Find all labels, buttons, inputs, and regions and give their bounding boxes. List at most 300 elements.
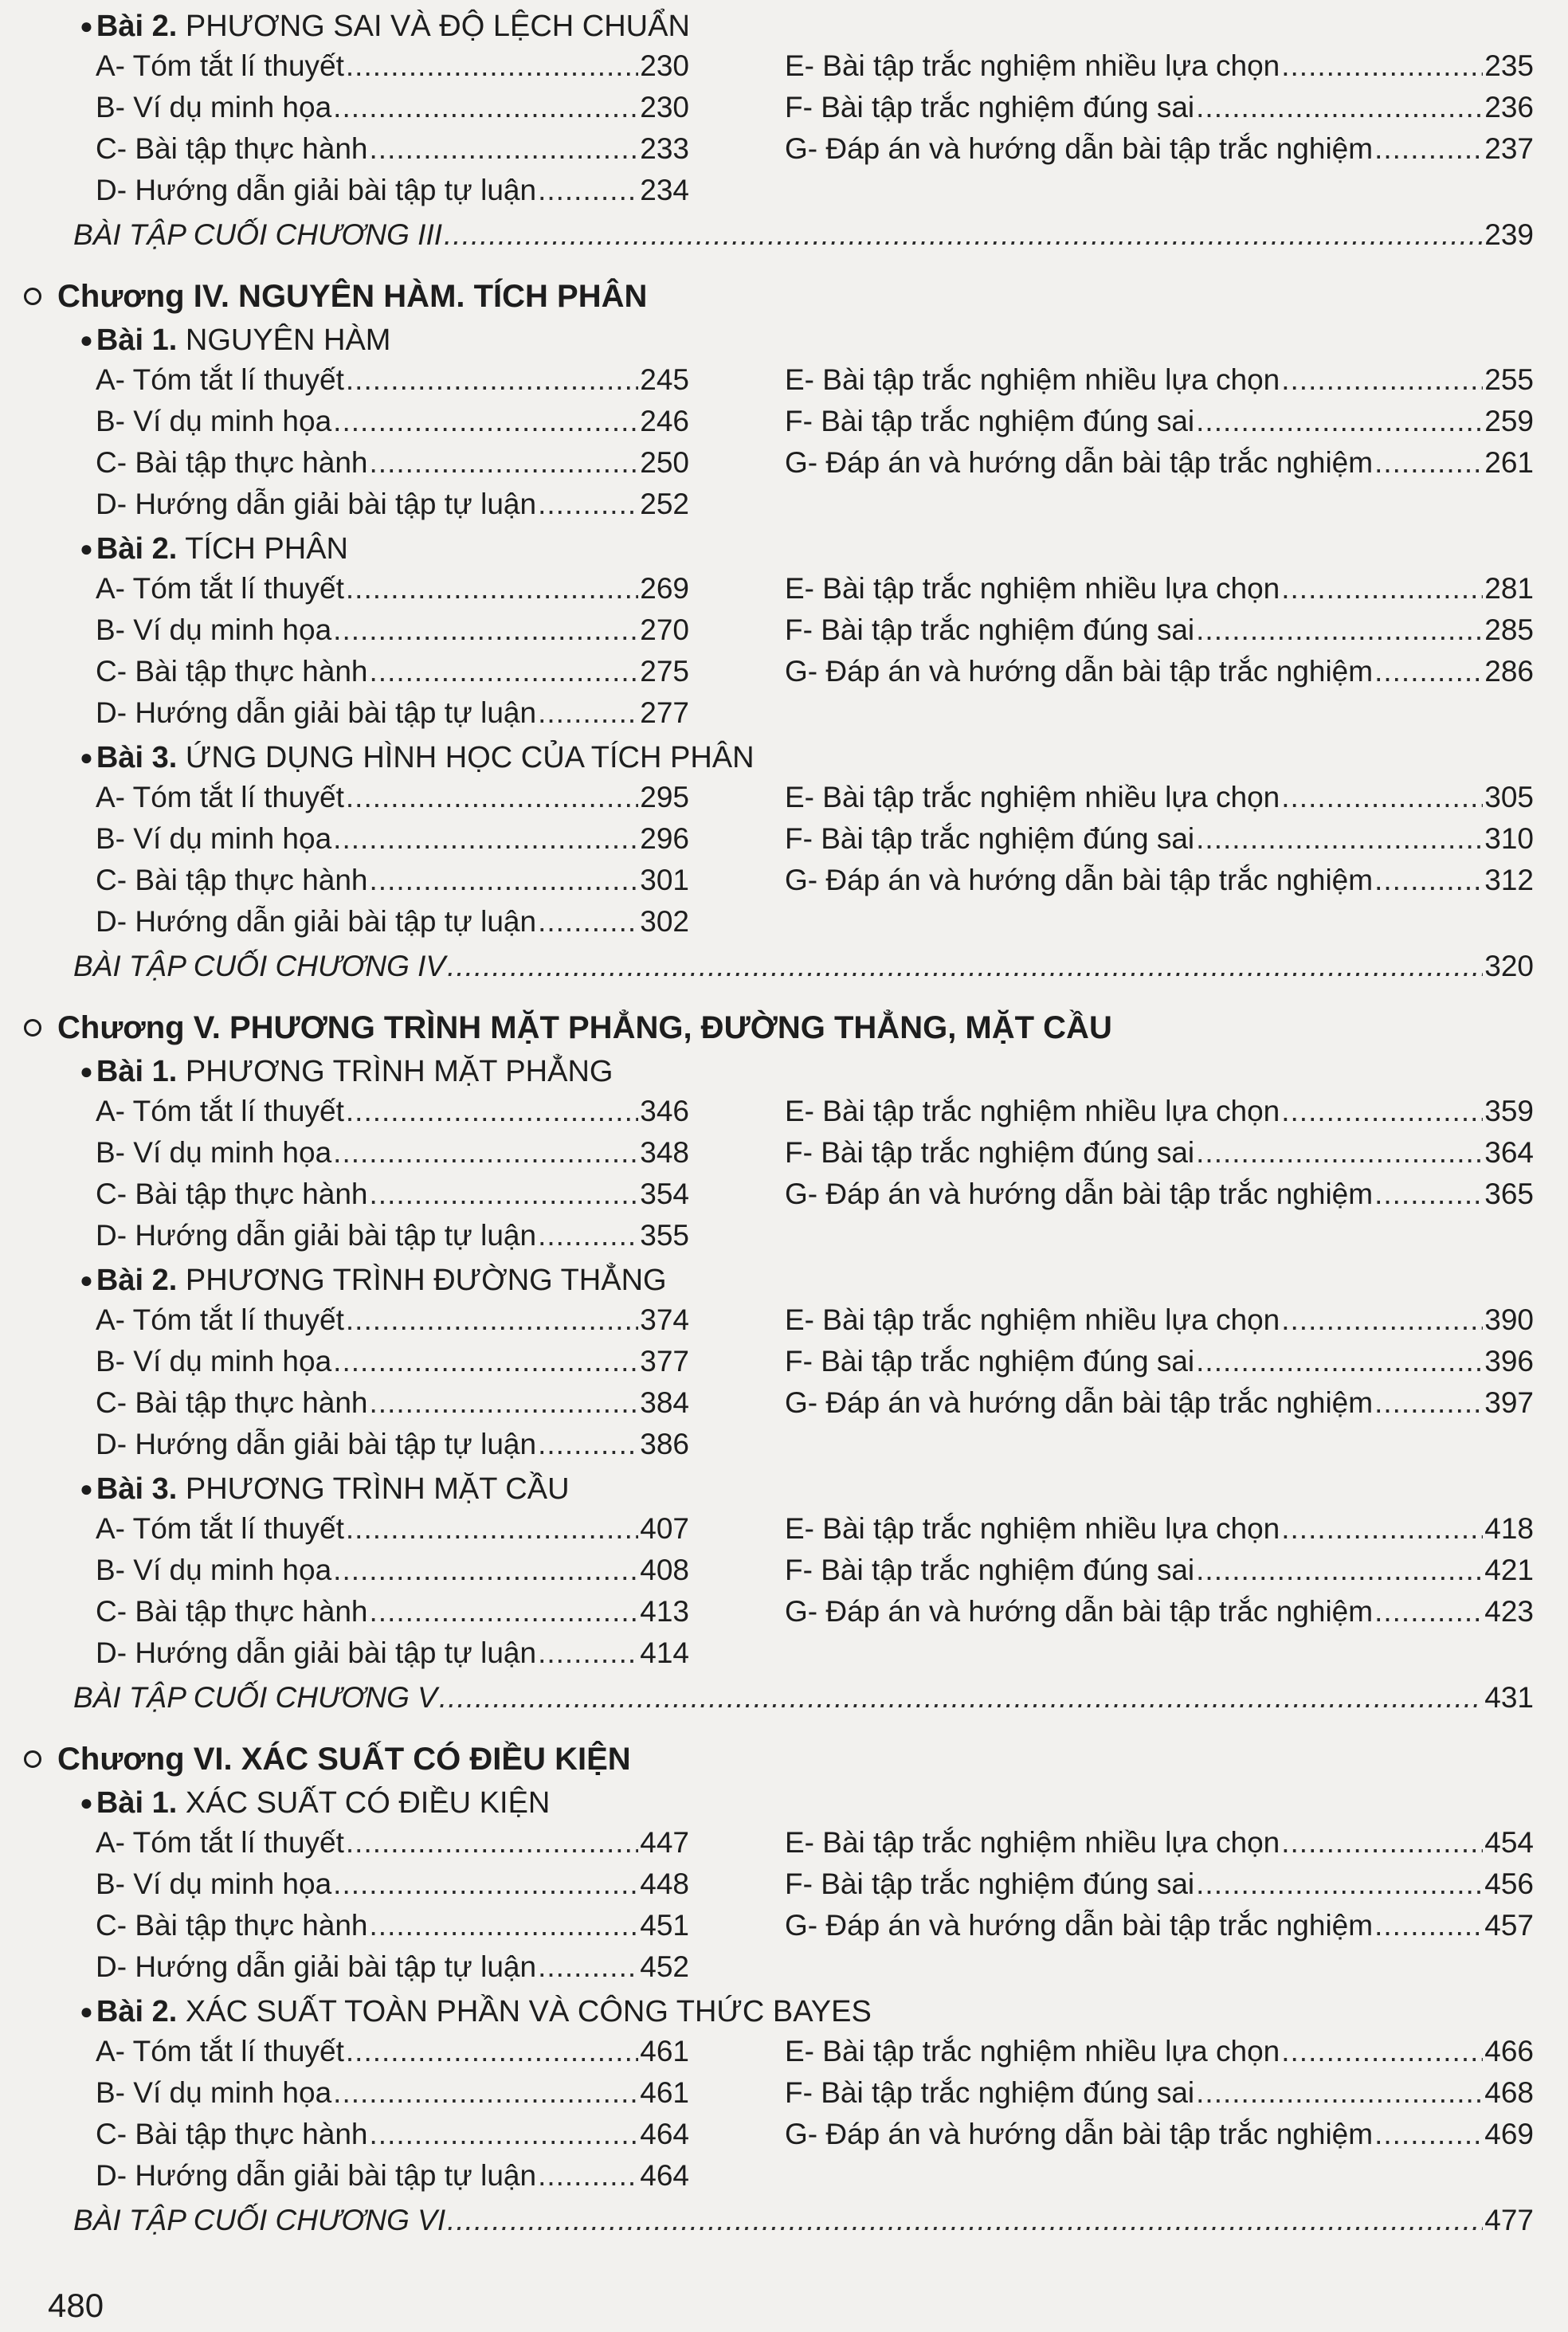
dot-leader (538, 695, 638, 731)
toc-entry-left (96, 1176, 689, 1213)
toc-entry-left (96, 362, 689, 398)
entry-page-number: 230 (640, 91, 689, 123)
dot-bullet-icon: ● (80, 1790, 93, 1815)
dot-leader (1196, 2075, 1483, 2111)
entry-page-number: 386 (640, 1428, 689, 1460)
toc-entry-left (96, 2116, 689, 2153)
chapter-review-entry (73, 948, 1534, 985)
toc-entry-right (785, 1302, 1534, 1338)
toc-entry-left (96, 1593, 689, 1630)
dot-leader (1374, 131, 1483, 167)
dot-leader (1196, 403, 1483, 440)
dot-leader (1196, 1343, 1483, 1380)
toc-entry-left (96, 1552, 689, 1589)
toc-entry-right (785, 1824, 1534, 1861)
entry-page-number: 407 (640, 1512, 689, 1545)
chapter-heading (24, 1740, 631, 1778)
toc-entry-right (785, 445, 1534, 481)
toc-entry-left (96, 1866, 689, 1903)
toc-entry-left (96, 1949, 689, 1985)
dot-leader (538, 2158, 638, 2194)
toc-entry-left (96, 1635, 689, 1672)
entry-page-number: 255 (1484, 363, 1534, 396)
entry-page-number: 234 (640, 174, 689, 206)
toc-entry-right (785, 2116, 1534, 2153)
dot-leader (1374, 2116, 1483, 2153)
entry-label: A- Tóm tắt lí thuyết (96, 363, 344, 396)
dot-leader (370, 2116, 639, 2153)
entry-label: A- Tóm tắt lí thuyết (96, 572, 344, 605)
entry-page-number: 250 (640, 446, 689, 479)
entry-label: C- Bài tập thực hành (96, 446, 368, 479)
entry-label: B- Ví dụ minh họa (96, 2076, 332, 2109)
entry-page-number: 270 (640, 613, 689, 646)
toc-entry-left (96, 1385, 689, 1421)
entry-page-number: 421 (1484, 1554, 1534, 1586)
entry-page-number: 359 (1484, 1095, 1534, 1127)
entry-page-number: 285 (1484, 613, 1534, 646)
entry-label: A- Tóm tắt lí thuyết (96, 49, 344, 82)
dot-leader (444, 217, 1483, 253)
toc-entry-left (96, 1426, 689, 1463)
dot-leader (1374, 1176, 1483, 1213)
entry-label: F- Bài tập trắc nghiệm đúng sai (785, 1136, 1195, 1169)
toc-entry-left (96, 653, 689, 690)
chapter-title: Chương VI. XÁC SUẤT CÓ ĐIỀU KIỆN (57, 1742, 631, 1777)
entry-page-number: 454 (1484, 1826, 1534, 1859)
entry-page-number: 348 (640, 1136, 689, 1169)
entry-label: C- Bài tập thực hành (96, 1595, 368, 1628)
entry-page-number: 452 (640, 1950, 689, 1983)
lesson-title: ỨNG DỤNG HÌNH HỌC CỦA TÍCH PHÂN (185, 741, 755, 774)
entry-label: G- Đáp án và hướng dẫn bài tập trắc nghiệm (785, 1909, 1374, 1942)
dot-leader (1374, 1593, 1483, 1630)
entry-page-number: 235 (1484, 49, 1534, 82)
entry-label: F- Bài tập trắc nghiệm đúng sai (785, 1868, 1195, 1900)
entry-page-number: 457 (1484, 1909, 1534, 1942)
entry-page-number: 277 (640, 696, 689, 729)
lesson-title: PHƯƠNG TRÌNH MẶT PHẲNG (185, 1055, 613, 1088)
entry-label: C- Bài tập thực hành (96, 655, 368, 688)
entry-label: C- Bài tập thực hành (96, 2118, 368, 2150)
lesson-number: Bài 1. (96, 1055, 178, 1088)
dot-leader (333, 1552, 638, 1589)
dot-bullet-icon: ● (80, 327, 93, 352)
dot-leader (1196, 821, 1483, 857)
dot-leader (1281, 1302, 1483, 1338)
entry-label: E- Bài tập trắc nghiệm nhiều lựa chọn (785, 49, 1280, 82)
entry-label: A- Tóm tắt lí thuyết (96, 1512, 344, 1545)
toc-entry-left (96, 570, 689, 607)
toc-entry-left (96, 1302, 689, 1338)
dot-leader (1281, 2033, 1483, 2070)
lesson-heading (80, 1993, 872, 2030)
entry-page-number: 456 (1484, 1868, 1534, 1900)
entry-page-number: 468 (1484, 2076, 1534, 2109)
entry-page-number: 365 (1484, 1178, 1534, 1210)
entry-label: B- Ví dụ minh họa (96, 1345, 332, 1378)
entry-label: A- Tóm tắt lí thuyết (96, 1095, 344, 1127)
dot-leader (346, 779, 638, 816)
entry-label: B- Ví dụ minh họa (96, 1136, 332, 1169)
entry-label: A- Tóm tắt lí thuyết (96, 781, 344, 813)
dot-leader (333, 612, 638, 649)
chapter-title: Chương V. PHƯƠNG TRÌNH MẶT PHẲNG, ĐƯỜNG THẲNG, MẶT CẦU (57, 1010, 1112, 1045)
entry-label: D- Hướng dẫn giải bài tập tự luận (96, 2159, 537, 2192)
toc-entry-left (96, 821, 689, 857)
entry-page-number: 281 (1484, 572, 1534, 605)
dot-bullet-icon: ● (80, 1476, 93, 1501)
dot-bullet-icon: ● (80, 1268, 93, 1292)
toc-entry-right (785, 1385, 1534, 1421)
dot-leader (538, 903, 638, 940)
toc-entry-left (96, 1217, 689, 1254)
dot-leader (370, 445, 639, 481)
dot-leader (346, 1093, 638, 1130)
entry-label: G- Đáp án và hướng dẫn bài tập trắc nghiệm (785, 446, 1374, 479)
dot-leader (538, 172, 638, 209)
entry-label: C- Bài tập thực hành (96, 132, 368, 165)
lesson-heading (80, 1053, 613, 1090)
dot-leader (333, 403, 638, 440)
dot-leader (370, 1385, 639, 1421)
dot-leader (346, 1511, 638, 1547)
lesson-title: XÁC SUẤT TOÀN PHẦN VÀ CÔNG THỨC BAYES (185, 1995, 872, 2028)
lesson-number: Bài 2. (96, 1264, 178, 1297)
toc-entry-left (96, 445, 689, 481)
dot-bullet-icon: ● (80, 536, 93, 561)
lesson-number: Bài 2. (96, 10, 178, 43)
entry-label: G- Đáp án và hướng dẫn bài tập trắc nghiệm (785, 864, 1374, 896)
entry-page-number: 414 (640, 1636, 689, 1669)
entry-label: B- Ví dụ minh họa (96, 613, 332, 646)
entry-label: D- Hướng dẫn giải bài tập tự luận (96, 1219, 537, 1252)
toc-entry-left (96, 403, 689, 440)
entry-page-number: 390 (1484, 1303, 1534, 1336)
entry-label: D- Hướng dẫn giải bài tập tự luận (96, 1428, 537, 1460)
dot-leader (447, 2202, 1483, 2239)
toc-entry-right (785, 570, 1534, 607)
lesson-number: Bài 2. (96, 1995, 178, 2028)
toc-entry-left (96, 2033, 689, 2070)
entry-label: C- Bài tập thực hành (96, 864, 368, 896)
entry-label: D- Hướng dẫn giải bài tập tự luận (96, 905, 537, 938)
dot-leader (1281, 1511, 1483, 1547)
entry-page-number: 236 (1484, 91, 1534, 123)
chapter-review-entry (73, 1679, 1534, 1716)
toc-entry-left (96, 1093, 689, 1130)
lesson-heading (80, 1785, 550, 1821)
dot-leader (538, 486, 638, 523)
entry-label: F- Bài tập trắc nghiệm đúng sai (785, 2076, 1195, 2109)
entry-page-number: 310 (1484, 822, 1534, 855)
entry-page-number: 374 (640, 1303, 689, 1336)
entry-label: D- Hướng dẫn giải bài tập tự luận (96, 1636, 537, 1669)
entry-label: B- Ví dụ minh họa (96, 1554, 332, 1586)
entry-page-number: 252 (640, 488, 689, 520)
dot-leader (370, 653, 639, 690)
dot-leader (1374, 653, 1483, 690)
dot-leader (538, 1949, 638, 1985)
entry-label: G- Đáp án và hướng dẫn bài tập trắc nghiệm (785, 1595, 1374, 1628)
toc-entry-right (785, 1511, 1534, 1547)
toc-entry-right (785, 131, 1534, 167)
dot-leader (538, 1217, 638, 1254)
entry-label: B- Ví dụ minh họa (96, 405, 332, 437)
entry-label: E- Bài tập trắc nghiệm nhiều lựa chọn (785, 781, 1280, 813)
toc-entry-right (785, 1552, 1534, 1589)
entry-page-number: 464 (640, 2159, 689, 2192)
entry-page-number: 246 (640, 405, 689, 437)
dot-leader (346, 1302, 638, 1338)
entry-page-number: 423 (1484, 1595, 1534, 1628)
dot-leader (447, 948, 1483, 985)
chapter-review-entry (73, 2202, 1534, 2239)
entry-page-number: 354 (640, 1178, 689, 1210)
dot-leader (333, 1343, 638, 1380)
dot-leader (1374, 1385, 1483, 1421)
entry-page-number: 448 (640, 1868, 689, 1900)
lesson-number: Bài 3. (96, 741, 178, 774)
dot-leader (1196, 1552, 1483, 1589)
lesson-number: Bài 3. (96, 1472, 178, 1506)
entry-page-number: 275 (640, 655, 689, 688)
lesson-title: TÍCH PHÂN (185, 532, 348, 566)
toc-entry-left (96, 89, 689, 126)
toc-entry-left (96, 48, 689, 84)
entry-page-number: 233 (640, 132, 689, 165)
dot-bullet-icon: ● (80, 745, 93, 770)
dot-bullet-icon: ● (80, 14, 93, 38)
dot-leader (333, 89, 638, 126)
entry-label: G- Đáp án và hướng dẫn bài tập trắc nghiệm (785, 1178, 1374, 1210)
entry-label: F- Bài tập trắc nghiệm đúng sai (785, 1554, 1195, 1586)
toc-entry-right (785, 821, 1534, 857)
entry-page-number: 346 (640, 1095, 689, 1127)
entry-label: C- Bài tập thực hành (96, 1386, 368, 1419)
entry-page-number: 461 (640, 2076, 689, 2109)
dot-leader (370, 1593, 639, 1630)
toc-entry-left (96, 695, 689, 731)
dot-leader (1196, 1866, 1483, 1903)
dot-leader (370, 131, 639, 167)
entry-label: F- Bài tập trắc nghiệm đúng sai (785, 822, 1195, 855)
toc-entry-left (96, 131, 689, 167)
entry-page-number: 384 (640, 1386, 689, 1419)
entry-label: BÀI TẬP CUỐI CHƯƠNG III (73, 218, 443, 251)
dot-leader (346, 362, 638, 398)
entry-label: G- Đáp án và hướng dẫn bài tập trắc nghiệm (785, 655, 1374, 688)
dot-bullet-icon: ● (80, 1059, 93, 1084)
toc-entry-right (785, 1866, 1534, 1903)
dot-leader (346, 2033, 638, 2070)
toc-entry-right (785, 1176, 1534, 1213)
dot-leader (1281, 570, 1483, 607)
entry-page-number: 355 (640, 1219, 689, 1252)
toc-entry-left (96, 486, 689, 523)
toc-entry-left (96, 2075, 689, 2111)
entry-page-number: 312 (1484, 864, 1534, 896)
circle-bullet-icon (24, 1750, 41, 1768)
lesson-title: PHƯƠNG TRÌNH ĐƯỜNG THẲNG (185, 1264, 667, 1297)
toc-entry-right (785, 362, 1534, 398)
entry-page-number: 230 (640, 49, 689, 82)
entry-label: D- Hướng dẫn giải bài tập tự luận (96, 488, 537, 520)
toc-entry-right (785, 1093, 1534, 1130)
entry-page-number: 237 (1484, 132, 1534, 165)
entry-page-number: 269 (640, 572, 689, 605)
toc-entry-left (96, 1511, 689, 1547)
entry-page-number: 296 (640, 822, 689, 855)
toc-entry-right (785, 862, 1534, 899)
entry-page-number: 245 (640, 363, 689, 396)
toc-entry-right (785, 779, 1534, 816)
dot-leader (333, 821, 638, 857)
entry-label: B- Ví dụ minh họa (96, 822, 332, 855)
entry-label: BÀI TẬP CUỐI CHƯƠNG V (73, 1681, 437, 1714)
entry-label: F- Bài tập trắc nghiệm đúng sai (785, 405, 1195, 437)
dot-leader (346, 48, 638, 84)
entry-page-number: 464 (640, 2118, 689, 2150)
entry-page-number: 461 (640, 2035, 689, 2067)
dot-leader (346, 570, 638, 607)
entry-page-number: 320 (1484, 950, 1534, 982)
entry-label: E- Bài tập trắc nghiệm nhiều lựa chọn (785, 2035, 1280, 2067)
toc-entry-left (96, 1343, 689, 1380)
lesson-heading (80, 1262, 667, 1299)
dot-leader (439, 1679, 1483, 1716)
entry-label: D- Hướng dẫn giải bài tập tự luận (96, 696, 537, 729)
toc-entry-right (785, 48, 1534, 84)
entry-page-number: 451 (640, 1909, 689, 1942)
entry-label: G- Đáp án và hướng dẫn bài tập trắc nghiệm (785, 132, 1374, 165)
toc-entry-right (785, 2075, 1534, 2111)
entry-page-number: 469 (1484, 2118, 1534, 2150)
circle-bullet-icon (24, 1019, 41, 1037)
toc-entry-right (785, 1343, 1534, 1380)
entry-page-number: 377 (640, 1345, 689, 1378)
dot-leader (1281, 1093, 1483, 1130)
entry-label: E- Bài tập trắc nghiệm nhiều lựa chọn (785, 363, 1280, 396)
toc-entry-right (785, 403, 1534, 440)
entry-page-number: 301 (640, 864, 689, 896)
entry-label: C- Bài tập thực hành (96, 1909, 368, 1942)
dot-leader (1374, 862, 1483, 899)
toc-entry-left (96, 779, 689, 816)
lesson-number: Bài 1. (96, 323, 178, 357)
toc-entry-left (96, 1907, 689, 1944)
entry-page-number: 397 (1484, 1386, 1534, 1419)
dot-leader (1281, 362, 1483, 398)
circle-bullet-icon (24, 288, 41, 305)
entry-page-number: 447 (640, 1826, 689, 1859)
toc-entry-left (96, 903, 689, 940)
dot-leader (1196, 89, 1483, 126)
toc-entry-right (785, 1135, 1534, 1171)
chapter-heading (24, 277, 647, 316)
toc-entry-left (96, 172, 689, 209)
toc-entry-right (785, 653, 1534, 690)
lesson-heading (80, 8, 690, 45)
dot-leader (1374, 1907, 1483, 1944)
dot-leader (333, 1135, 638, 1171)
dot-leader (333, 2075, 638, 2111)
entry-label: E- Bài tập trắc nghiệm nhiều lựa chọn (785, 1095, 1280, 1127)
chapter-review-entry (73, 217, 1534, 253)
lesson-number: Bài 1. (96, 1786, 178, 1820)
lesson-heading (80, 1471, 570, 1507)
entry-label: BÀI TẬP CUỐI CHƯƠNG VI (73, 2204, 446, 2236)
entry-label: A- Tóm tắt lí thuyết (96, 2035, 344, 2067)
chapter-title: Chương IV. NGUYÊN HÀM. TÍCH PHÂN (57, 279, 648, 314)
dot-bullet-icon: ● (80, 1999, 93, 2024)
lesson-heading (80, 322, 390, 359)
entry-label: B- Ví dụ minh họa (96, 1868, 332, 1900)
entry-label: D- Hướng dẫn giải bài tập tự luận (96, 174, 537, 206)
entry-page-number: 305 (1484, 781, 1534, 813)
dot-leader (370, 1907, 639, 1944)
entry-page-number: 431 (1484, 1681, 1534, 1714)
dot-leader (1281, 48, 1483, 84)
dot-leader (370, 862, 639, 899)
toc-entry-left (96, 1135, 689, 1171)
lesson-title: XÁC SUẤT CÓ ĐIỀU KIỆN (185, 1786, 551, 1820)
entry-label: F- Bài tập trắc nghiệm đúng sai (785, 613, 1195, 646)
entry-page-number: 259 (1484, 405, 1534, 437)
entry-page-number: 286 (1484, 655, 1534, 688)
entry-label: E- Bài tập trắc nghiệm nhiều lựa chọn (785, 1303, 1280, 1336)
lesson-heading (80, 739, 755, 776)
dot-leader (538, 1635, 638, 1672)
dot-leader (538, 1426, 638, 1463)
dot-leader (1281, 1824, 1483, 1861)
toc-entry-right (785, 612, 1534, 649)
lesson-title: PHƯƠNG SAI VÀ ĐỘ LỆCH CHUẨN (185, 10, 690, 43)
dot-leader (333, 1866, 638, 1903)
toc-entry-left (96, 2158, 689, 2194)
lesson-heading (80, 531, 348, 567)
entry-label: C- Bài tập thực hành (96, 1178, 368, 1210)
entry-page-number: 239 (1484, 218, 1534, 251)
dot-leader (1281, 779, 1483, 816)
toc-entry-right (785, 1593, 1534, 1630)
page-number: 480 (48, 2287, 104, 2324)
entry-page-number: 413 (640, 1595, 689, 1628)
entry-page-number: 396 (1484, 1345, 1534, 1378)
entry-page-number: 466 (1484, 2035, 1534, 2067)
toc-entry-left (96, 612, 689, 649)
entry-label: G- Đáp án và hướng dẫn bài tập trắc nghiệm (785, 1386, 1374, 1419)
lesson-number: Bài 2. (96, 532, 178, 566)
toc-entry-right (785, 89, 1534, 126)
entry-page-number: 418 (1484, 1512, 1534, 1545)
entry-page-number: 295 (640, 781, 689, 813)
entry-label: G- Đáp án và hướng dẫn bài tập trắc nghiệm (785, 2118, 1374, 2150)
entry-label: A- Tóm tắt lí thuyết (96, 1826, 344, 1859)
entry-label: F- Bài tập trắc nghiệm đúng sai (785, 1345, 1195, 1378)
lesson-title: PHƯƠNG TRÌNH MẶT CẦU (185, 1472, 570, 1506)
dot-leader (1196, 612, 1483, 649)
entry-page-number: 477 (1484, 2204, 1534, 2236)
toc-entry-right (785, 2033, 1534, 2070)
entry-page-number: 261 (1484, 446, 1534, 479)
entry-label: E- Bài tập trắc nghiệm nhiều lựa chọn (785, 1826, 1280, 1859)
dot-leader (370, 1176, 639, 1213)
entry-page-number: 302 (640, 905, 689, 938)
entry-label: BÀI TẬP CUỐI CHƯƠNG IV (73, 950, 446, 982)
dot-leader (1196, 1135, 1483, 1171)
dot-leader (346, 1824, 638, 1861)
